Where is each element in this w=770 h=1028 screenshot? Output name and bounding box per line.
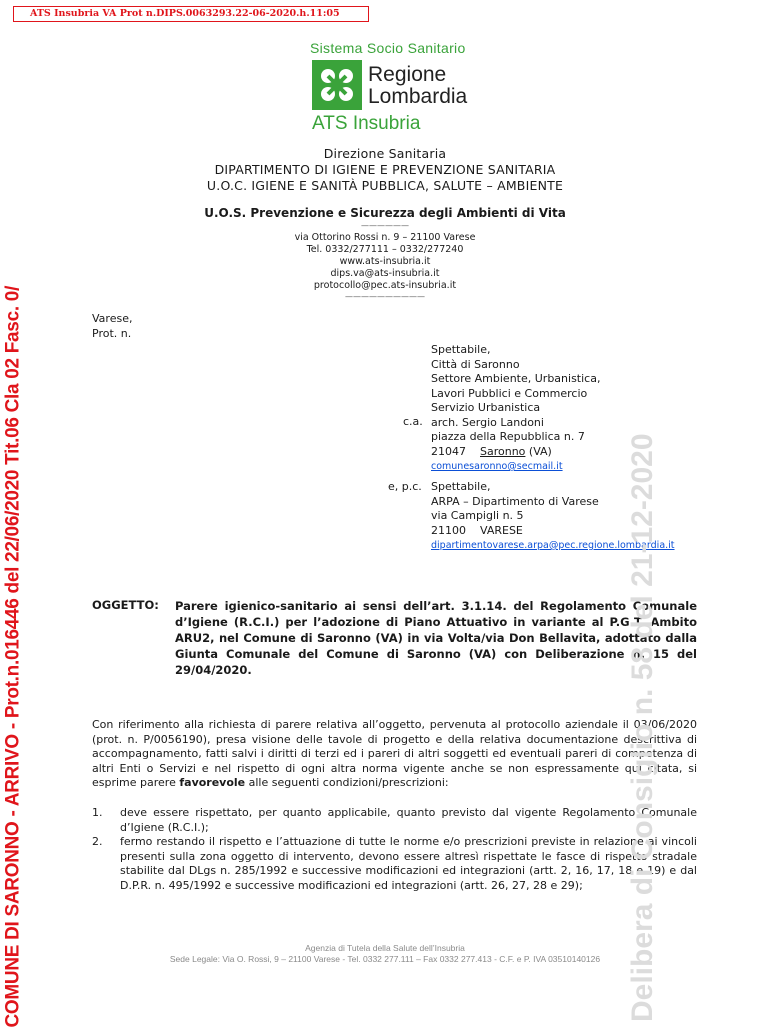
prot-number: Prot. n.	[92, 327, 132, 340]
footer-legal: Sede Legale: Via O. Rossi, 9 – 21100 Varese - Tel. 0332 277.111 – Fax 0332 277.413 - C.F. e P. IVA 03510140126	[169, 954, 601, 964]
recipient2-name: ARPA – Dipartimento di Varese	[431, 494, 599, 508]
logo-agency: ATS Insubria	[312, 113, 421, 134]
protocol-stamp: ATS Insubria VA Prot n.DIPS.0063293.22-06-2020.h.11:05	[13, 6, 369, 22]
header-department: DIPARTIMENTO DI IGIENE E PREVENZIONE SANITARIA	[214, 162, 556, 177]
recipient1-cap: 21047	[431, 444, 466, 458]
body-paragraph	[92, 718, 697, 791]
recipient1-block	[431, 343, 600, 475]
list-item-text: fermo restando il rispetto e l’attuazione di tutte le norme e/o prescrizioni previste in relazione ai vincoli presenti sulla zona oggetto di intervento, devono essere altresì rispettate le fasce di rispetto stradale stabilite dal DLgs n. 285/1992 e successive modificazioni ed integrazioni (artt. 2, 16, 17, 18 e 19) e dal D.P.R. n. 495/1992 e successive modificazioni ed integrazioni (artt. 26, 27, 28 e 29);	[120, 835, 697, 892]
recipient2-greeting: Spettabile,	[431, 480, 491, 493]
recipient1-dept3: Servizio Urbanistica	[431, 401, 541, 414]
list-item-text: deve essere rispettato, per quanto applicabile, quanto previsto dal vigente Regolamento Comunale d’Igiene (R.C.I.);	[120, 806, 697, 834]
subject-label: OGGETTO:	[92, 598, 159, 612]
header-web: www.ats-insubria.it	[339, 256, 431, 267]
pc-label: e, p.c.	[388, 480, 422, 493]
recipient1-email-link[interactable]: comunesaronno@secmail.it	[431, 461, 563, 472]
deliberation-watermark: Delibera di Consiglio n. 58 del 21-12-2020	[626, 433, 659, 1022]
recipient1-city: Saronno	[480, 444, 526, 458]
place: Varese,	[92, 312, 133, 325]
logo-region-line1: Regione	[368, 63, 447, 86]
footer-agency: Agenzia di Tutela della Salute dell’Insubria	[305, 943, 465, 953]
recipient1-attn: arch. Sergio Landoni	[431, 415, 544, 429]
header-direction: Direzione Sanitaria	[323, 146, 447, 161]
body-intro-before: Con riferimento alla richiesta di parere relativa all’oggetto, pervenuta al protocollo aziendale il 03/06/2020 (prot. n. P/0056190), presa visione delle tavole di progetto e della relativa documentazione descrittiva di accompagnamento, fatti salvi i diritti di terzi ed i pareri di altri soggetti ed eventuali pareri di competenza di altri Enti o Servizi e nel rispetto di ogni altra norma vigente anche se non espressamente qui citata, si esprime parere	[92, 718, 697, 789]
recipient1-city-line	[431, 445, 600, 460]
header-pec: protocollo@pec.ats-insubria.it	[313, 280, 457, 291]
logo-system-text: Sistema Socio Sanitario	[310, 40, 466, 56]
subject-text: Parere igienico-sanitario ai sensi dell’art. 3.1.14. del Regolamento Comunale d’Igiene (R.C.I.) per l’adozione di Piano Attuativo in variante al P.G.T. Ambito ARU2, nel Comune di Saronno (VA) in via Volta/via Don Bellavita, adottato dalla Giunta Comunale del Comune di Saronno (VA) con Deliberazione n. 15 del 29/04/2020.	[175, 599, 697, 677]
recipient1-dept2: Lavori Pubblici e Commercio	[431, 386, 588, 400]
header-address: via Ottorino Rossi n. 9 – 21100 Varese	[294, 232, 476, 243]
recipient2-email-link[interactable]: dipartimentovarese.arpa@pec.regione.lombardia.it	[431, 540, 675, 551]
recipient2-cap: 21100	[431, 523, 466, 537]
logo-region-name	[368, 64, 467, 108]
header-uos: U.O.S. Prevenzione e Sicurezza degli Ambienti di Vita	[204, 206, 566, 220]
recipient1-greeting: Spettabile,	[431, 343, 491, 356]
recipient1-prov: (VA)	[528, 444, 552, 458]
header-tel: Tel. 0332/277111 – 0332/277240	[306, 244, 464, 255]
header-unit: U.O.C. IGIENE E SANITÀ PUBBLICA, SALUTE – AMBIENTE	[206, 178, 564, 193]
header-email: dips.va@ats-insubria.it	[330, 268, 440, 279]
body-intro-after: alle seguenti condizioni/prescrizioni:	[245, 776, 449, 789]
recipient1-dept1: Settore Ambiente, Urbanistica,	[431, 372, 601, 385]
arrival-side-stamp: COMUNE DI SARONNO - ARRIVO - Prot.n.016446 del 22/06/2020 Tit.06 Cla 02 Fasc. 0/	[2, 285, 24, 1028]
ca-label: c.a.	[403, 415, 423, 428]
body-intro-bold: favorevole	[179, 776, 246, 789]
list-item-number: 2.	[92, 835, 103, 848]
recipient1-street: piazza della Repubblica n. 7	[431, 430, 585, 443]
header-rule-2: ——————————	[345, 292, 425, 301]
regione-lombardia-logo-icon	[312, 60, 362, 110]
header-rule: ——————	[361, 221, 409, 230]
logo-region-line2: Lombardia	[368, 85, 468, 108]
recipient2-street: via Campigli n. 5	[431, 509, 524, 522]
recipient2-city: VARESE	[480, 523, 523, 537]
list-item-number: 1.	[92, 806, 103, 819]
recipient1-name: Città di Saronno	[431, 357, 520, 371]
